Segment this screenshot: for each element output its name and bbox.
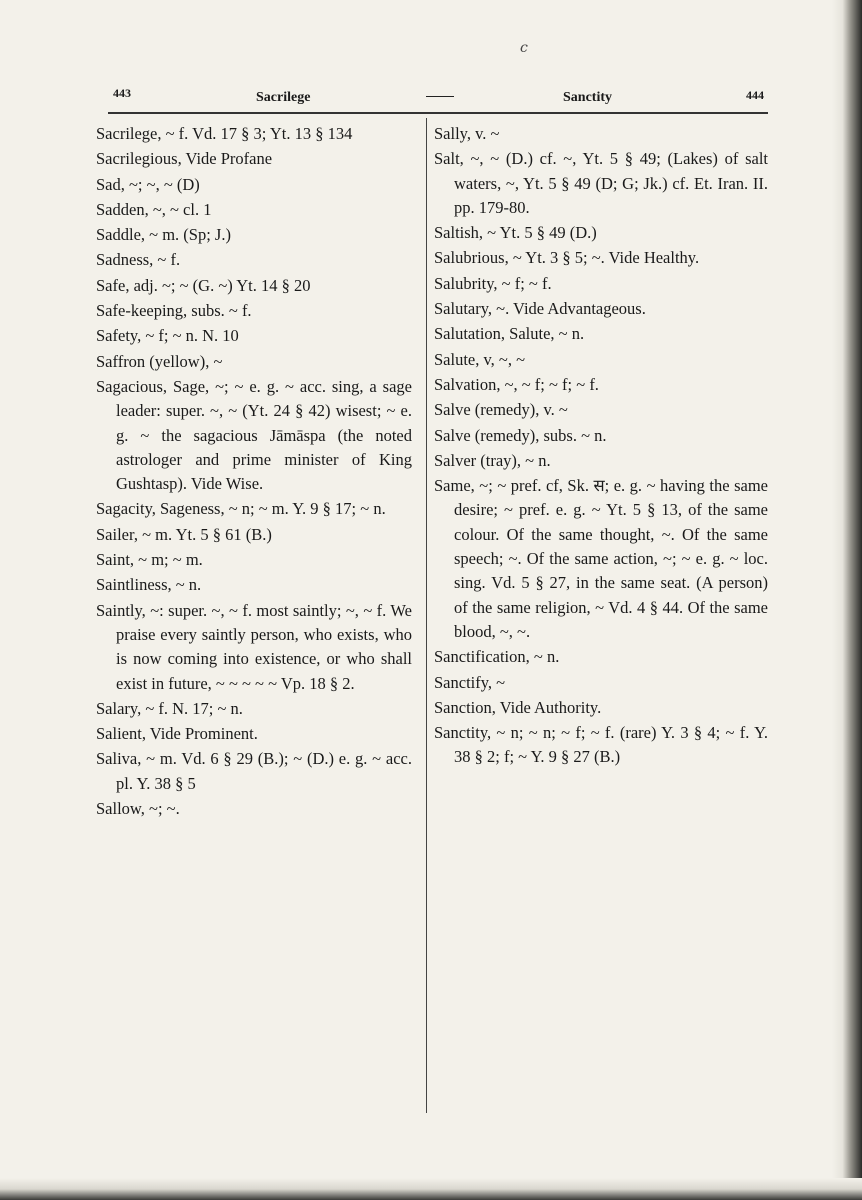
page-edge-shadow-right bbox=[832, 0, 862, 1200]
entry: Sailer, ~ m. Yt. 5 § 61 (B.) bbox=[96, 524, 272, 544]
entry: Saint, ~ m; ~ m. bbox=[96, 550, 203, 570]
header-dash bbox=[426, 96, 454, 97]
entry: Sanctity, ~ n; ~ n; ~ f; ~ f. (rare) Y. 3 § 4; ~ f. Y. 38 § 2; f; ~ Y. 9 § 27 (B.) bbox=[434, 723, 768, 767]
entry: Safe-keeping, subs. ~ f. bbox=[96, 301, 252, 321]
entry: Salubrity, ~ f; ~ f. bbox=[434, 273, 552, 293]
entry: Saintly, ~: super. ~, ~ f. most saintly; ~, ~ f. We praise every saintly person, who exists, who is now coming into existence, or who shall exist in future, ~ ~ ~ ~ ~ Vp. 18 § 2. bbox=[96, 600, 412, 693]
entry: Salutary, ~. Vide Advantageous. bbox=[434, 299, 646, 319]
entry: Salve (remedy), subs. ~ n. bbox=[434, 425, 607, 445]
running-header bbox=[108, 86, 764, 110]
column-divider bbox=[426, 118, 427, 1113]
entry: Salver (tray), ~ n. bbox=[434, 450, 551, 470]
left-column bbox=[96, 122, 412, 822]
entry: Salutation, Salute, ~ n. bbox=[434, 324, 585, 344]
left-page-number: 443 bbox=[113, 86, 131, 100]
entry: Saliva, ~ m. Vd. 6 § 29 (B.); ~ (D.) e. g. ~ acc. pl. Y. 38 § 5 bbox=[96, 749, 412, 793]
entry: Sadden, ~, ~ cl. 1 bbox=[96, 199, 212, 219]
entry: Salt, ~, ~ (D.) cf. ~, Yt. 5 § 49; (Lakes) of salt waters, ~, Yt. 5 § 49 (D; G; Jk.) cf. Et. Iran. II. pp. 179-80. bbox=[434, 149, 768, 217]
left-guide-word: Sacrilege bbox=[256, 90, 311, 105]
entry: Saddle, ~ m. (Sp; J.) bbox=[96, 225, 231, 245]
entry: Same, ~; ~ pref. cf, Sk. स; e. g. ~ having the same desire; ~ pref. e. g. ~ Yt. 5 § 13, of the same colour. Of the same thought, ~. Of the same speech; ~. Of the same action, ~; ~ e. g. ~ loc. sing. Vd. 5 § 27, in the same seat. (A person) of the same religion, ~ Vd. 4 § 44. Of the same blood, ~, ~. bbox=[434, 476, 768, 641]
entry: Sagacious, Sage, ~; ~ e. g. ~ acc. sing, a sage leader: super. ~, ~ (Yt. 24 § 42) wisest; ~ e. g. ~ the sagacious Jāmāspa (the noted astrologer and prime minister of King Gushtasp). Vide Wise. bbox=[96, 376, 412, 494]
entry: Salient, Vide Prominent. bbox=[96, 724, 258, 744]
entry: Sallow, ~; ~. bbox=[96, 799, 180, 819]
entry: Safety, ~ f; ~ n. N. 10 bbox=[96, 326, 239, 346]
entry: Salute, v, ~, ~ bbox=[434, 349, 526, 369]
entry: Sacrilegious, Vide Profane bbox=[96, 149, 273, 169]
right-guide-word: Sanctity bbox=[563, 90, 612, 105]
entry: Saffron (yellow), ~ bbox=[96, 351, 223, 371]
entry: Safe, adj. ~; ~ (G. ~) Yt. 14 § 20 bbox=[96, 275, 311, 295]
entry: Sagacity, Sageness, ~ n; ~ m. Y. 9 § 17; ~ n. bbox=[96, 499, 386, 519]
entry: Salubrious, ~ Yt. 3 § 5; ~. Vide Healthy. bbox=[434, 248, 700, 268]
entry: Saintliness, ~ n. bbox=[96, 575, 202, 595]
entry: Sanctification, ~ n. bbox=[434, 647, 560, 667]
entry: Sally, v. ~ bbox=[434, 124, 500, 143]
entry: Salary, ~ f. N. 17; ~ n. bbox=[96, 698, 243, 718]
header-rule bbox=[108, 112, 768, 114]
entry: Salve (remedy), v. ~ bbox=[434, 400, 568, 420]
entry: Sanctify, ~ bbox=[434, 672, 506, 692]
entry: Salvation, ~, ~ f; ~ f; ~ f. bbox=[434, 374, 599, 394]
page-edge-shadow-bottom bbox=[0, 1178, 862, 1200]
entry: Sanction, Vide Authority. bbox=[434, 697, 602, 717]
entry: Sadness, ~ f. bbox=[96, 250, 181, 270]
entry: Sacrilege, ~ f. Vd. 17 § 3; Yt. 13 § 134 bbox=[96, 124, 353, 143]
header-mark: c bbox=[520, 40, 528, 56]
right-column bbox=[434, 122, 768, 771]
entry: Saltish, ~ Yt. 5 § 49 (D.) bbox=[434, 223, 597, 243]
right-page-number: 444 bbox=[746, 88, 764, 102]
entry: Sad, ~; ~, ~ (D) bbox=[96, 174, 200, 194]
